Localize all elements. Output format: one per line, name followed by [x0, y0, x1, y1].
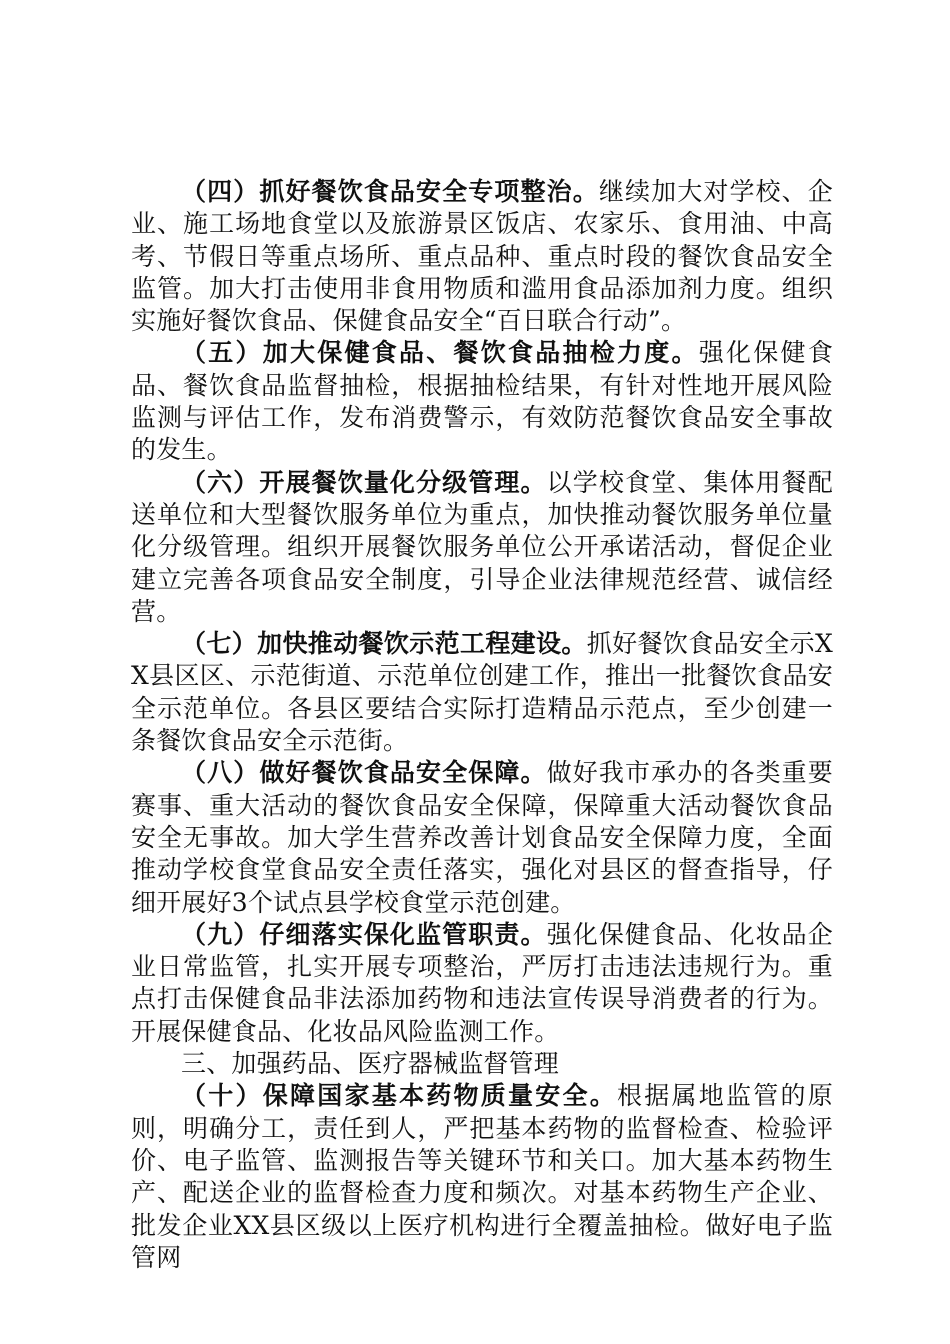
paragraph-5 — [131, 337, 833, 466]
paragraph-9 — [131, 919, 833, 1048]
paragraph-lead: （八）做好餐饮食品安全保障。 — [181, 758, 547, 788]
paragraph-6 — [131, 467, 833, 628]
section-heading: 三、加强药品、医疗器械监督管理 — [181, 1049, 560, 1079]
paragraph-lead: （六）开展餐饮量化分级管理。 — [181, 467, 547, 497]
paragraph-10 — [131, 1080, 833, 1274]
paragraph-lead: （十）保障国家基本药物质量安全。 — [181, 1081, 618, 1111]
paragraph-body: 抓好餐饮食品安全示XX县区区、示范街道、示范单位创建工作，推出一批餐饮食品安全示范单位。各县区要结合实际打造精品示范点，至少创建一条餐饮食品安全示范街。 — [131, 629, 833, 756]
paragraph-8 — [131, 757, 833, 918]
paragraph-4 — [131, 176, 833, 337]
paragraph-body: 强化保健食品、餐饮食品监督抽检，根据抽检结果，有针对性地开展风险监测与评估工作，发布消费警示，有效防范餐饮食品安全事故的发生。 — [131, 338, 833, 465]
paragraph-body: 继续加大对学校、企业、施工场地食堂以及旅游景区饭店、农家乐、食用油、中高考、节假日等重点场所、重点品种、重点时段的餐饮食品安全监管。加大打击使用非食用物质和滥用食品添加剂力度。组织实施好餐饮食品、保健食品安全“百日联合行动”。 — [131, 177, 833, 336]
paragraph-lead: （四）抓好餐饮食品安全专项整治。 — [181, 177, 599, 206]
paragraph-lead: （七）加快推动餐饮示范工程建设。 — [181, 629, 587, 659]
paragraph-body: 做好我市承办的各类重要赛事、重大活动的餐饮食品安全保障，保障重大活动餐饮食品安全无事故。加大学生营养改善计划食品安全保障力度，全面推动学校食堂食品安全责任落实，强化对县区的督查指导，仔细开展好3个试点县学校食堂示范创建。 — [131, 758, 834, 917]
paragraph-body: 根据属地监管的原则，明确分工，责任到人，严把基本药物的监督检查、检验评价、电子监管、监测报告等关键环节和关口。加大基本药物生产、配送企业的监督检查力度和频次。对基本药物生产企业、批发企业XX县区级以上医疗机构进行全覆盖抽检。做好电子监管网 — [131, 1081, 833, 1272]
paragraph-body: 强化保健食品、化妆品企业日常监管，扎实开展专项整治，严厉打击违法违规行为。重点打击保健食品非法添加药物和违法宣传误导消费者的行为。开展保健食品、化妆品风险监测工作。 — [131, 919, 834, 1046]
document-page — [131, 176, 833, 1274]
paragraph-lead: （五）加大保健食品、餐饮食品抽检力度。 — [181, 338, 699, 368]
paragraph-body: 以学校食堂、集体用餐配送单位和大型餐饮服务单位为重点，加快推动餐饮服务单位量化分级管理。组织开展餐饮服务单位公开承诺活动，督促企业建立完善各项食品安全制度，引导企业法律规范经营、诚信经营。 — [131, 467, 834, 626]
paragraph-7 — [131, 628, 833, 757]
paragraph-lead: （九）仔细落实保化监管职责。 — [181, 919, 547, 949]
